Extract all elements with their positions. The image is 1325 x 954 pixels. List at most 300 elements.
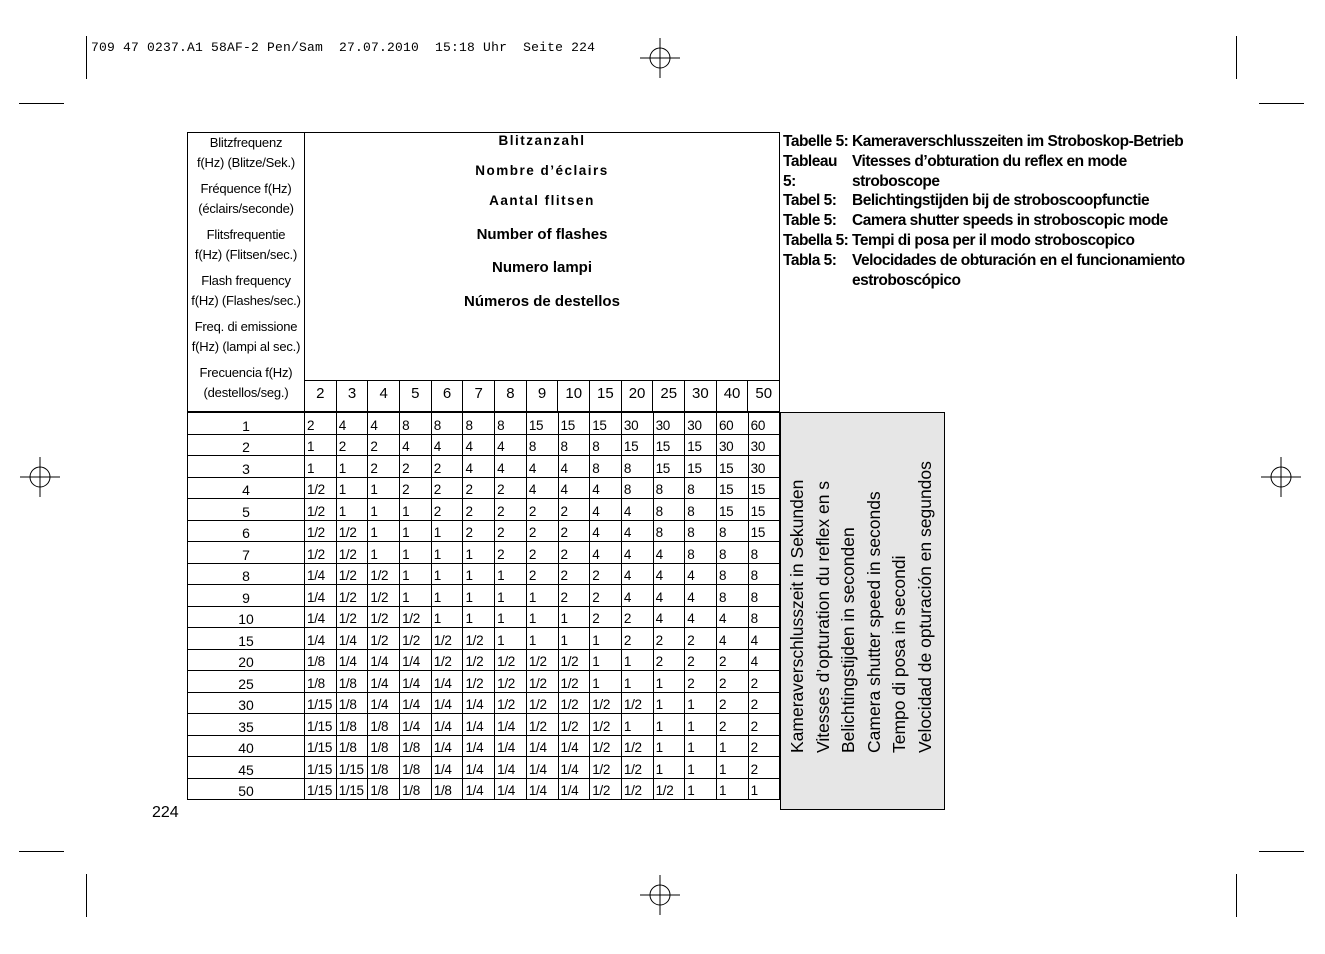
caption-line xyxy=(783,231,1203,251)
shutter-speed-cell: 15 xyxy=(558,413,590,435)
shutter-speed-cell: 1/8 xyxy=(400,778,432,800)
shutter-speed-cell: 1/2 xyxy=(590,735,622,757)
shutter-speed-cell: 1/2 xyxy=(621,778,653,800)
shutter-speed-cell: 2 xyxy=(368,456,400,478)
shutter-speed-cell: 4 xyxy=(336,413,368,435)
caption-line xyxy=(783,251,1203,271)
shutter-speed-cell: 8 xyxy=(653,520,685,542)
table-row xyxy=(188,520,780,542)
shutter-speed-cell: 1/4 xyxy=(431,714,463,736)
shutter-speed-cell: 8 xyxy=(685,542,717,564)
shutter-speed-cell: 30 xyxy=(653,413,685,435)
shutter-speed-cell: 1 xyxy=(463,606,495,628)
shutter-speed-cell: 30 xyxy=(685,413,717,435)
shutter-speed-cell: 1/2 xyxy=(495,692,527,714)
shutter-speed-cell: 1/8 xyxy=(431,778,463,800)
shutter-speed-cell: 1/4 xyxy=(431,671,463,693)
shutter-speed-cell: 1 xyxy=(748,778,780,800)
caption-line xyxy=(783,271,1203,291)
flash-count-cell: 7 xyxy=(462,381,494,411)
shutter-speed-cell: 1/2 xyxy=(336,520,368,542)
legend-line: Kameraverschlusszeit in Sekunden xyxy=(787,479,807,753)
frequency-label: Frecuencia f(Hz) xyxy=(199,365,293,380)
shutter-speed-cell: 1/2 xyxy=(526,714,558,736)
frequency-cell: 40 xyxy=(188,735,305,757)
registration-mark-icon xyxy=(20,457,60,497)
shutter-speed-cell: 8 xyxy=(716,585,748,607)
frequency-label: (destellos/seg.) xyxy=(203,385,289,400)
shutter-speed-cell: 8 xyxy=(621,477,653,499)
shutter-speed-cell: 1/4 xyxy=(495,778,527,800)
flashes-header xyxy=(304,132,780,380)
shutter-speed-cell: 1/2 xyxy=(400,628,432,650)
flashes-label: Números de destellos xyxy=(464,293,620,310)
shutter-speed-cell: 2 xyxy=(526,520,558,542)
shutter-speed-cell: 2 xyxy=(716,714,748,736)
print-header: 709 47 0237.A1 58AF-2 Pen/Sam 27.07.2010 15:18 Uhr Seite 224 xyxy=(91,40,596,55)
shutter-speed-cell: 1 xyxy=(495,563,527,585)
shutter-speed-cell: 4 xyxy=(653,542,685,564)
shutter-speed-cell: 1 xyxy=(653,735,685,757)
frequency-cell: 30 xyxy=(188,692,305,714)
shutter-speed-cell: 2 xyxy=(653,649,685,671)
shutter-speed-cell: 4 xyxy=(685,606,717,628)
flash-count-cell: 4 xyxy=(367,381,399,411)
caption-line xyxy=(783,132,1203,152)
shutter-speed-cell: 1/2 xyxy=(305,499,337,521)
shutter-speed-cell: 1 xyxy=(685,692,717,714)
flashes-label: Nombre d’éclairs xyxy=(475,163,609,178)
shutter-speed-cell: 15 xyxy=(590,413,622,435)
shutter-speed-cell: 4 xyxy=(685,585,717,607)
shutter-speed-cell: 8 xyxy=(748,585,780,607)
shutter-speed-cell: 2 xyxy=(748,692,780,714)
shutter-speed-cell: 1 xyxy=(495,606,527,628)
crop-mark xyxy=(1259,103,1304,104)
shutter-speed-cell: 4 xyxy=(495,434,527,456)
shutter-speed-cell: 1/4 xyxy=(305,606,337,628)
shutter-speed-cell: 8 xyxy=(716,563,748,585)
shutter-speed-cell: 1/4 xyxy=(400,671,432,693)
shutter-speed-cell: 1/4 xyxy=(336,628,368,650)
table-row xyxy=(188,563,780,585)
shutter-speed-cell: 1/8 xyxy=(336,692,368,714)
shutter-speed-cell: 1/4 xyxy=(526,735,558,757)
shutter-speed-cell: 1 xyxy=(685,714,717,736)
shutter-speed-cell: 4 xyxy=(653,585,685,607)
shutter-speed-cell: 4 xyxy=(526,456,558,478)
shutter-speed-cell: 1 xyxy=(685,757,717,779)
legend-line: Velocidad de opturación en segundos xyxy=(914,461,935,753)
shutter-speed-cell: 8 xyxy=(685,520,717,542)
shutter-speed-cell: 1/2 xyxy=(305,542,337,564)
shutter-speed-cell: 1/2 xyxy=(495,649,527,671)
shutter-speed-cell: 1/2 xyxy=(431,628,463,650)
shutter-speed-cell: 1 xyxy=(716,757,748,779)
shutter-speed-cell: 1/4 xyxy=(495,757,527,779)
shutter-speed-cell: 1/2 xyxy=(558,692,590,714)
crop-mark xyxy=(19,851,64,852)
shutter-speed-cell: 1 xyxy=(590,671,622,693)
shutter-speed-cell: 1/4 xyxy=(400,714,432,736)
shutter-speed-cell: 4 xyxy=(558,477,590,499)
shutter-speed-cell: 8 xyxy=(685,477,717,499)
shutter-speed-cell: 1/2 xyxy=(368,585,400,607)
shutter-speed-cell: 1/4 xyxy=(463,735,495,757)
shutter-speed-cell: 1 xyxy=(716,778,748,800)
frequency-label: f(Hz) (Blitze/Sek.) xyxy=(196,155,296,170)
shutter-speed-cell: 1 xyxy=(400,542,432,564)
frequency-cell: 50 xyxy=(188,778,305,800)
frequency-label: (éclairs/seconde) xyxy=(198,201,294,216)
shutter-speed-cell: 2 xyxy=(558,542,590,564)
shutter-speed-cell: 1/2 xyxy=(400,606,432,628)
shutter-speed-cell: 1 xyxy=(463,542,495,564)
flashes-label: Number of flashes xyxy=(476,226,608,243)
shutter-speed-cell: 15 xyxy=(653,456,685,478)
caption-text: Belichtingstijden bij de stroboscoopfunctie xyxy=(852,192,1150,210)
crop-mark xyxy=(86,36,87,79)
shutter-speed-cell: 1 xyxy=(463,585,495,607)
frequency-cell: 15 xyxy=(188,628,305,650)
frequency-cell: 35 xyxy=(188,714,305,736)
shutter-speed-cell: 1/4 xyxy=(368,692,400,714)
registration-mark-icon xyxy=(1261,457,1301,497)
shutter-speed-cell: 1 xyxy=(431,585,463,607)
shutter-speed-cell: 8 xyxy=(463,413,495,435)
shutter-speed-cell: 8 xyxy=(400,413,432,435)
frequency-cell: 6 xyxy=(188,520,305,542)
shutter-speed-cell: 15 xyxy=(685,456,717,478)
frequency-cell: 25 xyxy=(188,671,305,693)
caption-text: Kameraverschlusszeiten im Stroboskop-Betrieb xyxy=(852,133,1184,150)
flash-count-cell: 6 xyxy=(431,381,463,411)
shutter-speed-cell: 1/4 xyxy=(463,757,495,779)
shutter-speed-cell: 2 xyxy=(590,606,622,628)
vertical-legend xyxy=(785,413,938,753)
shutter-speed-cell: 4 xyxy=(653,563,685,585)
flash-count-cell: 25 xyxy=(652,381,684,411)
caption-text: Velocidades de obturación en el funcionamiento xyxy=(852,251,1185,269)
legend-line: Camera shutter speed in seconds xyxy=(863,491,884,753)
shutter-speed-cell: 2 xyxy=(716,692,748,714)
shutter-speed-cell: 1 xyxy=(400,520,432,542)
shutter-speed-cell: 8 xyxy=(716,542,748,564)
flashes-label: Aantal flitsen xyxy=(489,193,595,208)
shutter-speed-cell: 2 xyxy=(716,671,748,693)
shutter-speed-cell: 8 xyxy=(621,456,653,478)
flash-count-cell: 10 xyxy=(557,381,589,411)
caption-key: Tabla 5: xyxy=(783,251,837,269)
shutter-speed-cell: 15 xyxy=(748,499,780,521)
shutter-speed-cell: 4 xyxy=(621,499,653,521)
shutter-speed-cell: 2 xyxy=(463,477,495,499)
caption-text: Camera shutter speeds in stroboscopic mode xyxy=(852,212,1168,230)
shutter-speed-cell: 1/4 xyxy=(400,649,432,671)
shutter-speed-cell: 1/4 xyxy=(558,778,590,800)
flash-count-cell: 5 xyxy=(399,381,431,411)
shutter-speed-cell: 4 xyxy=(368,413,400,435)
shutter-speed-cell: 1/15 xyxy=(336,778,368,800)
shutter-speed-cell: 1/2 xyxy=(336,585,368,607)
shutter-speed-cell: 2 xyxy=(590,585,622,607)
shutter-speed-cell: 1/2 xyxy=(368,563,400,585)
shutter-speed-cell: 4 xyxy=(400,434,432,456)
shutter-speed-cell: 1/2 xyxy=(621,692,653,714)
shutter-speed-cell: 60 xyxy=(716,413,748,435)
frequency-label: Blitzfrequenz xyxy=(209,135,283,150)
caption-text: Vitesses d’obturation du reflex en mode stroboscope xyxy=(852,152,1127,190)
flashes-label: Numero lampi xyxy=(491,259,593,276)
shutter-speed-cell: 1/2 xyxy=(653,778,685,800)
shutter-speed-cell: 1/2 xyxy=(336,606,368,628)
shutter-speed-cell: 1 xyxy=(621,649,653,671)
shutter-speed-cell: 15 xyxy=(716,477,748,499)
shutter-speed-cell: 1/15 xyxy=(305,778,337,800)
shutter-speed-cell: 8 xyxy=(748,606,780,628)
shutter-speed-cell: 1/4 xyxy=(526,757,558,779)
shutter-speed-cell: 8 xyxy=(748,563,780,585)
page-number: 224 xyxy=(152,804,179,821)
shutter-speed-table xyxy=(187,412,780,800)
shutter-speed-cell: 1/2 xyxy=(590,778,622,800)
shutter-speed-cell: 1/4 xyxy=(305,563,337,585)
shutter-speed-cell: 1/4 xyxy=(368,671,400,693)
caption-line xyxy=(783,152,1203,192)
caption-key: Tableau 5: xyxy=(783,152,837,190)
shutter-speed-cell: 4 xyxy=(526,477,558,499)
shutter-speed-cell: 1/2 xyxy=(368,606,400,628)
shutter-speed-cell: 1 xyxy=(368,520,400,542)
shutter-speed-cell: 4 xyxy=(590,477,622,499)
caption-line xyxy=(783,191,1203,211)
frequency-label: Fréquence f(Hz) xyxy=(200,181,292,196)
table-row xyxy=(188,477,780,499)
shutter-speed-cell: 4 xyxy=(621,585,653,607)
shutter-speed-cell: 1 xyxy=(716,735,748,757)
shutter-speed-cell: 1/15 xyxy=(305,714,337,736)
shutter-speed-cell: 2 xyxy=(463,520,495,542)
frequency-cell: 1 xyxy=(188,413,305,435)
legend-line: Tempo di posa in secondi xyxy=(889,555,909,753)
shutter-speed-cell: 4 xyxy=(716,606,748,628)
frequency-label: Flitsfrequentie xyxy=(206,227,286,242)
frequency-header xyxy=(187,132,304,412)
shutter-speed-cell: 1 xyxy=(431,520,463,542)
flash-count-cell: 20 xyxy=(621,381,653,411)
shutter-speed-cell: 1/15 xyxy=(336,757,368,779)
shutter-speed-cell: 4 xyxy=(590,499,622,521)
flash-count-cell: 50 xyxy=(747,381,779,411)
shutter-speed-cell: 1 xyxy=(621,671,653,693)
crop-mark xyxy=(19,103,64,104)
shutter-speed-cell: 1/2 xyxy=(305,477,337,499)
shutter-speed-cell: 30 xyxy=(716,434,748,456)
shutter-speed-cell: 1 xyxy=(590,649,622,671)
shutter-speed-cell: 1 xyxy=(400,563,432,585)
shutter-speed-cell: 1/2 xyxy=(590,757,622,779)
legend-line: Vitesses d’opturation du reflex en s xyxy=(812,480,833,753)
shutter-speed-cell: 8 xyxy=(748,542,780,564)
shutter-speed-cell: 1 xyxy=(495,628,527,650)
shutter-speed-cell: 1 xyxy=(336,477,368,499)
frequency-cell: 45 xyxy=(188,757,305,779)
shutter-speed-cell: 8 xyxy=(431,413,463,435)
shutter-speed-cell: 2 xyxy=(748,735,780,757)
shutter-speed-cell: 15 xyxy=(685,434,717,456)
shutter-speed-cell: 2 xyxy=(558,563,590,585)
flash-count-cell: 9 xyxy=(526,381,558,411)
shutter-speed-cell: 1/2 xyxy=(526,671,558,693)
frequency-label: f(Hz) (Flashes/sec.) xyxy=(191,293,301,308)
shutter-speed-cell: 1 xyxy=(590,628,622,650)
shutter-speed-cell: 1/8 xyxy=(400,735,432,757)
shutter-speed-cell: 15 xyxy=(716,499,748,521)
shutter-speed-cell: 1/8 xyxy=(368,757,400,779)
frequency-cell: 2 xyxy=(188,434,305,456)
shutter-speed-cell: 4 xyxy=(621,542,653,564)
shutter-speed-cell: 1/15 xyxy=(305,692,337,714)
shutter-speed-cell: 1/4 xyxy=(305,585,337,607)
registration-mark-icon xyxy=(640,875,680,915)
shutter-speed-cell: 1 xyxy=(431,606,463,628)
shutter-speed-cell: 4 xyxy=(463,456,495,478)
shutter-speed-cell: 4 xyxy=(495,456,527,478)
shutter-speed-cell: 1 xyxy=(621,714,653,736)
shutter-speed-cell: 8 xyxy=(716,520,748,542)
shutter-speed-cell: 2 xyxy=(495,477,527,499)
shutter-speed-cell: 1/2 xyxy=(431,649,463,671)
shutter-speed-cell: 1 xyxy=(653,671,685,693)
shutter-speed-cell: 8 xyxy=(590,434,622,456)
shutter-speed-cell: 1 xyxy=(685,778,717,800)
shutter-speed-cell: 8 xyxy=(685,499,717,521)
shutter-speed-cell: 1/2 xyxy=(495,671,527,693)
shutter-speed-cell: 2 xyxy=(463,499,495,521)
frequency-cell: 3 xyxy=(188,456,305,478)
shutter-speed-cell: 2 xyxy=(526,542,558,564)
table-row xyxy=(188,692,780,714)
table-row xyxy=(188,413,780,435)
shutter-speed-cell: 2 xyxy=(431,477,463,499)
shutter-speed-cell: 2 xyxy=(558,499,590,521)
shutter-speed-cell: 1/8 xyxy=(368,714,400,736)
caption-text: Tempi di posa per il modo stroboscopico xyxy=(852,231,1135,249)
shutter-speed-cell: 4 xyxy=(685,563,717,585)
shutter-speed-cell: 1 xyxy=(558,606,590,628)
shutter-speed-cell: 1 xyxy=(463,563,495,585)
flash-count-row xyxy=(304,380,780,412)
shutter-speed-cell: 8 xyxy=(526,434,558,456)
shutter-speed-cell: 2 xyxy=(305,413,337,435)
shutter-speed-cell: 1/4 xyxy=(495,735,527,757)
shutter-speed-cell: 1 xyxy=(336,499,368,521)
frequency-cell: 4 xyxy=(188,477,305,499)
shutter-speed-cell: 1/2 xyxy=(336,563,368,585)
frequency-cell: 9 xyxy=(188,585,305,607)
shutter-speed-cell: 2 xyxy=(685,649,717,671)
shutter-speed-cell: 1/2 xyxy=(368,628,400,650)
table-row xyxy=(188,757,780,779)
shutter-speed-cell: 1/15 xyxy=(305,735,337,757)
shutter-speed-cell: 1 xyxy=(431,542,463,564)
shutter-speed-cell: 1 xyxy=(685,735,717,757)
table-row xyxy=(188,434,780,456)
shutter-speed-cell: 1 xyxy=(526,606,558,628)
shutter-speed-cell: 2 xyxy=(336,434,368,456)
shutter-speed-cell: 1/2 xyxy=(558,649,590,671)
crop-mark xyxy=(1236,36,1237,79)
shutter-speed-cell: 8 xyxy=(653,477,685,499)
shutter-speed-cell: 4 xyxy=(463,434,495,456)
table-row xyxy=(188,499,780,521)
shutter-speed-cell: 1/2 xyxy=(558,714,590,736)
shutter-speed-cell: 1/8 xyxy=(305,649,337,671)
shutter-speed-cell: 8 xyxy=(558,434,590,456)
shutter-speed-cell: 1/8 xyxy=(368,778,400,800)
shutter-speed-cell: 1/2 xyxy=(305,520,337,542)
shutter-speed-cell: 4 xyxy=(653,606,685,628)
crop-mark xyxy=(1236,874,1237,917)
caption-key: Tabel 5: xyxy=(783,192,837,210)
shutter-speed-cell: 1/2 xyxy=(590,714,622,736)
shutter-speed-cell: 1 xyxy=(305,434,337,456)
legend-line: Belichtingstijden in seconden xyxy=(838,527,858,753)
table-row xyxy=(188,671,780,693)
shutter-speed-cell: 1/2 xyxy=(590,692,622,714)
shutter-speed-cell: 1 xyxy=(653,692,685,714)
shutter-speed-cell: 15 xyxy=(526,413,558,435)
caption-key xyxy=(783,271,852,291)
caption-key: Tabella 5: xyxy=(783,231,849,249)
shutter-speed-cell: 4 xyxy=(558,456,590,478)
frequency-label: f(Hz) (lampi al sec.) xyxy=(191,339,301,354)
shutter-speed-cell: 1 xyxy=(400,499,432,521)
shutter-speed-cell: 15 xyxy=(748,477,780,499)
shutter-speed-cell: 1 xyxy=(495,585,527,607)
shutter-speed-cell: 2 xyxy=(431,499,463,521)
caption-key: Tabelle 5: xyxy=(783,133,849,150)
shutter-speed-cell: 1 xyxy=(526,628,558,650)
shutter-speed-cell: 1/2 xyxy=(463,628,495,650)
table-row xyxy=(188,628,780,650)
frequency-label: Flash frequency xyxy=(201,273,291,288)
shutter-speed-cell: 4 xyxy=(716,628,748,650)
shutter-speed-cell: 1/8 xyxy=(400,757,432,779)
shutter-speed-cell: 2 xyxy=(495,520,527,542)
shutter-speed-cell: 1 xyxy=(368,542,400,564)
shutter-speed-cell: 1 xyxy=(431,563,463,585)
table-row xyxy=(188,542,780,564)
shutter-speed-cell: 1/2 xyxy=(463,649,495,671)
shutter-speed-cell: 1/4 xyxy=(400,692,432,714)
shutter-speed-cell: 2 xyxy=(368,434,400,456)
shutter-speed-cell: 2 xyxy=(748,671,780,693)
frequency-cell: 7 xyxy=(188,542,305,564)
shutter-speed-cell: 1/8 xyxy=(336,714,368,736)
shutter-speed-cell: 1 xyxy=(653,757,685,779)
frequency-label: Freq. di emissione xyxy=(194,319,298,334)
shutter-speed-cell: 1/4 xyxy=(431,757,463,779)
shutter-speed-cell: 2 xyxy=(400,456,432,478)
caption-text: estroboscópico xyxy=(852,271,961,289)
shutter-speed-cell: 2 xyxy=(685,628,717,650)
shutter-speed-cell: 1/15 xyxy=(305,757,337,779)
shutter-speed-cell: 2 xyxy=(748,714,780,736)
shutter-speed-cell: 8 xyxy=(653,499,685,521)
shutter-speed-cell: 1/2 xyxy=(526,692,558,714)
flash-count-cell: 8 xyxy=(494,381,526,411)
